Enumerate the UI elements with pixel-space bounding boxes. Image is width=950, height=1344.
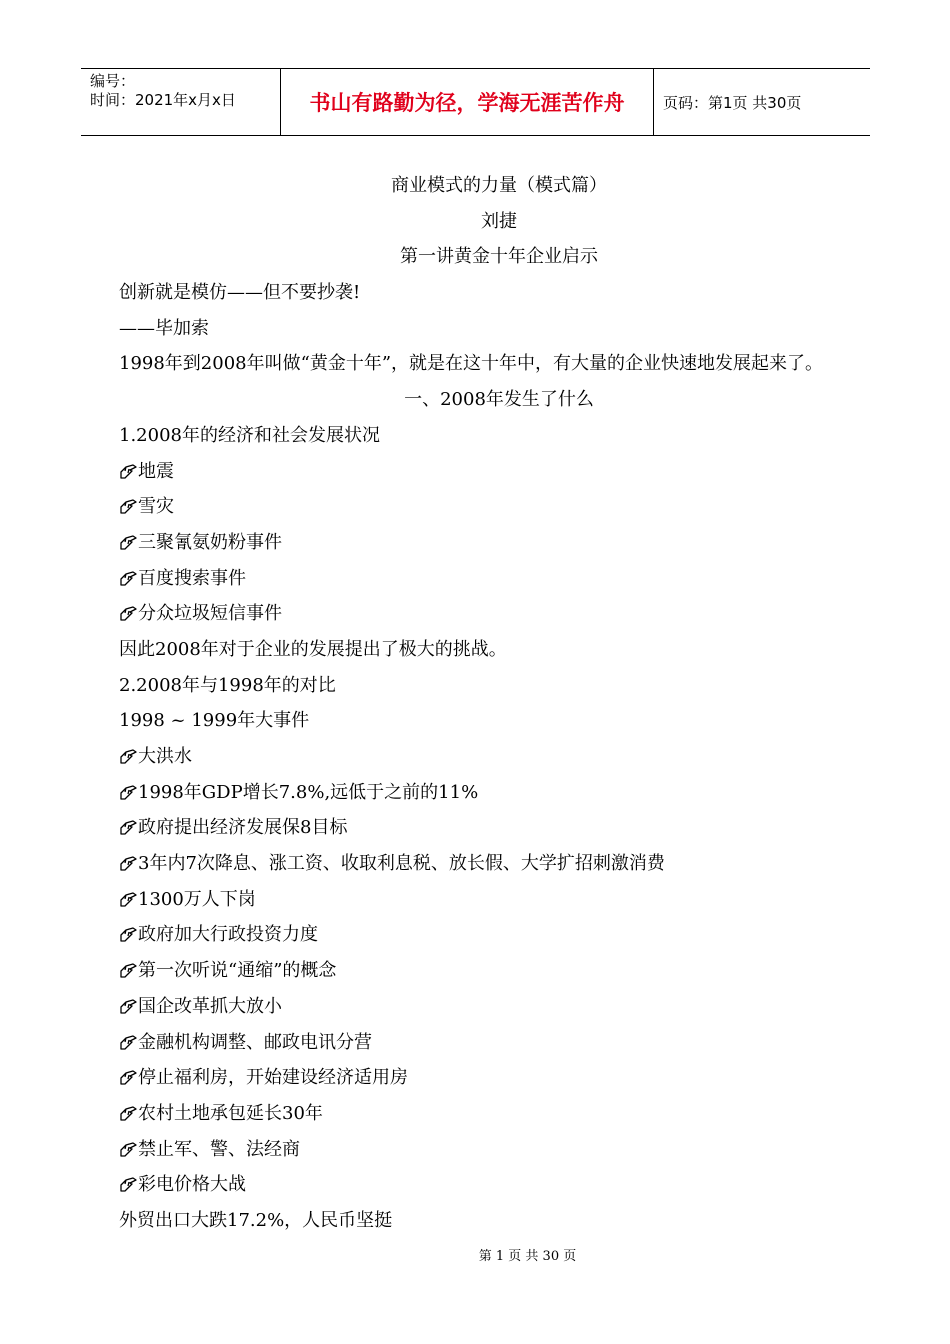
pointing-hand-icon <box>119 925 138 943</box>
header-motto-cell <box>281 69 654 135</box>
bullet-item-text: 政府加大行政投资力度 <box>138 924 318 946</box>
bullet-item <box>119 739 879 775</box>
pointing-hand-icon <box>119 497 138 515</box>
bullet-item <box>119 953 879 989</box>
bullet-item <box>119 561 879 597</box>
pointing-hand-icon <box>119 1033 138 1051</box>
bullet-item-text: 政府提出经济发展保8目标 <box>138 817 348 839</box>
bullet-item-text: 分众垃圾短信事件 <box>138 603 282 625</box>
pointing-hand-icon <box>119 747 138 765</box>
page-footer: 第 1 页 共 30 页 <box>478 1249 577 1264</box>
bullet-item <box>119 525 879 561</box>
bullet-item <box>119 1132 879 1168</box>
subsection-title: 1.2008年的经济和社会发展状况 <box>119 424 380 446</box>
bullet-item <box>119 596 879 632</box>
bullet-item-text: 金融机构调整、邮政电讯分营 <box>138 1031 372 1053</box>
bullet-item-text: 国企改革抓大放小 <box>138 995 282 1017</box>
bullet-item-text: 第一次听说“通缩”的概念 <box>138 960 337 982</box>
page-label: 页码：第1页 共30页 <box>663 93 802 112</box>
subsection-title-2: 2.2008年与1998年的对比 <box>119 674 336 696</box>
quote: 创新就是模仿——但不要抄袭! <box>119 282 361 304</box>
last-paragraph: 外贸出口大跌17.2%，人民币坚挺 <box>119 1209 393 1231</box>
quote-author: ——毕加索 <box>119 317 209 339</box>
lecture-title: 第一讲黄金十年企业启示 <box>400 246 598 268</box>
bullet-item <box>119 882 879 918</box>
time-label: 时间：2021年x月x日 <box>90 91 236 109</box>
pointing-hand-icon <box>119 533 138 551</box>
bullet-item-text: 1998年GDP增长7.8%,远低于之前的11% <box>138 781 479 803</box>
bullet-item-text: 彩电价格大战 <box>138 1174 246 1196</box>
bullet-item <box>119 1096 879 1132</box>
motto: 书山有路勤为径，学海无涯苦作舟 <box>309 91 625 115</box>
bullet-item <box>119 917 879 953</box>
pointing-hand-icon <box>119 1068 138 1086</box>
bullet-item-text: 百度搜索事件 <box>138 567 246 589</box>
author: 刘捷 <box>481 210 517 232</box>
bullet-item <box>119 846 879 882</box>
pointing-hand-icon <box>119 1175 138 1193</box>
pointing-hand-icon <box>119 961 138 979</box>
bullet-item <box>119 810 879 846</box>
bullet-item-text: 禁止军、警、法经商 <box>138 1138 300 1160</box>
bullet-item-text: 停止福利房，开始建设经济适用房 <box>138 1067 408 1089</box>
section-title: 一、2008年发生了什么 <box>404 389 594 411</box>
pointing-hand-icon <box>119 569 138 587</box>
pointing-hand-icon <box>119 462 138 480</box>
intro-paragraph: 1998年到2008年叫做“黄金十年”，就是在这十年中，有大量的企业快速地发展起来了。 <box>119 353 824 375</box>
bullet-item <box>119 454 879 490</box>
header-table <box>81 68 870 136</box>
bullet-item <box>119 1025 879 1061</box>
bullet-item <box>119 1060 879 1096</box>
number-label: 编号： <box>90 72 136 90</box>
bullet-list-2008 <box>119 454 879 632</box>
events-heading: 1998 ~ 1999年大事件 <box>119 710 310 732</box>
bullet-item <box>119 989 879 1025</box>
bullet-item-text: 1300万人下岗 <box>138 888 256 910</box>
document-body <box>119 168 879 1239</box>
pointing-hand-icon <box>119 604 138 622</box>
bullet-item <box>119 775 879 811</box>
bullet-item-text: 地震 <box>138 460 174 482</box>
pointing-hand-icon <box>119 818 138 836</box>
document-title: 商业模式的力量（模式篇） <box>391 175 607 196</box>
bullet-item-text: 3年内7次降息、涨工资、收取利息税、放长假、大学扩招刺激消费 <box>138 853 665 875</box>
bullet-list-1998 <box>119 739 879 1203</box>
pointing-hand-icon <box>119 783 138 801</box>
bullet-item-text: 大洪水 <box>138 746 192 767</box>
conclusion-paragraph: 因此2008年对于企业的发展提出了极大的挑战。 <box>119 638 507 660</box>
bullet-item-text: 三聚氰氨奶粉事件 <box>138 531 282 553</box>
bullet-item <box>119 1167 879 1203</box>
pointing-hand-icon <box>119 854 138 872</box>
pointing-hand-icon <box>119 997 138 1015</box>
bullet-item-text: 雪灾 <box>138 496 174 518</box>
pointing-hand-icon <box>119 890 138 908</box>
header-meta-cell <box>81 69 281 135</box>
bullet-item-text: 农村土地承包延长30年 <box>138 1102 323 1124</box>
header-page-cell <box>654 69 870 135</box>
pointing-hand-icon <box>119 1140 138 1158</box>
pointing-hand-icon <box>119 1104 138 1122</box>
bullet-item <box>119 489 879 525</box>
